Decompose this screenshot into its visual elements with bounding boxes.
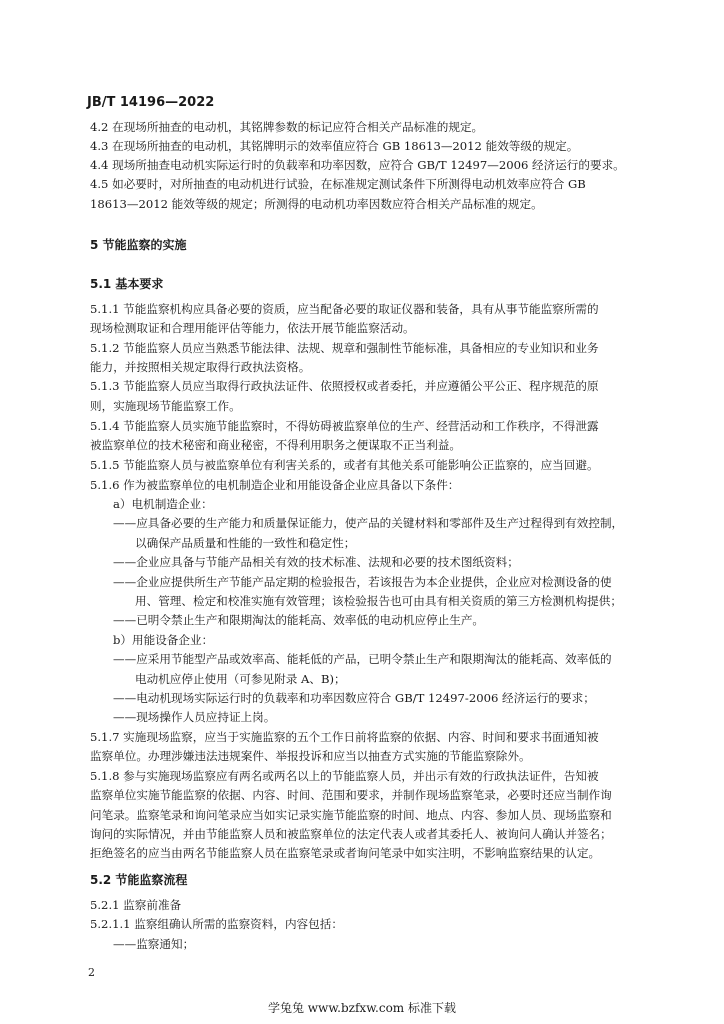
dash-item: ——应采用节能型产品或效率高、能耗低的产品，已明令禁止生产和限期淘汰的能耗高、效率低的 [113, 652, 612, 666]
clause-5-1-3: 5.1.3 节能监察人员应当取得行政执法证件、依照授权或者委托，并应遵循公平公正、程序规范的原 [90, 379, 599, 393]
clause-5-1-8: 5.1.8 参与实施现场监察应有两名或两名以上的节能监察人员，并出示有效的行政执法证件，告知被 [90, 769, 599, 783]
clause-5-1-4-cont: 被监察单位的技术秘密和商业秘密，不得利用职务之便谋取不正当利益。 [90, 438, 462, 452]
page-number: 2 [88, 966, 95, 979]
clause-5-1-8-cont: 监察单位实施节能监察的依据、内容、时间、范围和要求，并制作现场监察笔录，必要时还应当制作询 [90, 788, 612, 802]
clause-5-1-1-cont: 现场检测取证和合理用能评估等能力，依法开展节能监察活动。 [90, 321, 415, 335]
clause-5-2-1: 5.2.1 监察前准备 [90, 898, 182, 912]
item-b: b）用能设备企业： [113, 633, 214, 647]
footer-watermark: 学兔兔 www.bzfxw.com 标准下载 [267, 1001, 457, 1015]
clause-4-5-cont: 18613—2012 能效等级的规定；所测得的电动机功率因数应符合相关产品标准的规定。 [90, 197, 543, 211]
section-5-2-heading: 5.2 节能监察流程 [90, 873, 188, 887]
dash-item-cont: 以确保产品质量和性能的一致性和稳定性； [135, 536, 356, 550]
dash-item: ——应具备必要的生产能力和质量保证能力，使产品的关键材料和零部件及生产过程得到有效控制， [113, 516, 624, 530]
clause-5-1-7: 5.1.7 实施现场监察，应当于实施监察的五个工作日前将监察的依据、内容、时间和要求书面通知被 [90, 730, 599, 744]
clause-5-1-2-cont: 能力，并按照相关规定取得行政执法资格。 [90, 360, 311, 374]
clause-5-1-3-cont: 则，实施现场节能监察工作。 [90, 399, 241, 413]
clause-5-2-1-1: 5.2.1.1 监察组确认所需的监察资料，内容包括： [90, 917, 343, 931]
clause-5-1-1: 5.1.1 节能监察机构应具备必要的资质，应当配备必要的取证仪器和装备，具有从事节能监察所需的 [90, 302, 599, 316]
clause-5-1-4: 5.1.4 节能监察人员实施节能监察时，不得妨碍被监察单位的生产、经营活动和工作秩序，不得泄露 [90, 419, 599, 433]
dash-item-cont: 电动机应停止使用（可参见附录 A、B)； [135, 672, 346, 686]
dash-item-cont: 用、管理、检定和校准实施有效管理；该检验报告也可由具有相关资质的第三方检测机构提供； [135, 594, 622, 608]
clause-4-4: 4.4 现场所抽查电动机实际运行时的负载率和功率因数，应符合 GB/T 12497—2006 经济运行的要求。 [90, 158, 625, 172]
clause-4-2: 4.2 在现场所抽查的电动机，其铭牌参数的标记应符合相关产品标准的规定。 [90, 120, 484, 134]
clause-5-1-7-cont: 监察单位。办理涉嫌违法违规案件、举报投诉和应当以抽查方式实施的节能监察除外。 [90, 749, 531, 763]
dash-item: ——现场操作人员应持证上岗。 [113, 710, 276, 724]
clause-5-1-6: 5.1.6 作为被监察单位的电机制造企业和用能设备企业应具备以下条件： [90, 478, 460, 492]
dash-item: ——企业应提供所生产节能产品定期的检验报告，若该报告为本企业提供，企业应对检测设备的使 [113, 575, 612, 589]
dash-item: ——已明令禁止生产和限期淘汰的能耗高、效率低的电动机应停止生产。 [113, 613, 485, 627]
dash-item: ——电动机现场实际运行时的负载率和功率因数应符合 GB/T 12497-2006 经济运行的要求； [113, 691, 595, 705]
clause-5-1-8-cont: 拒绝签名的应当由两名节能监察人员在监察笔录或者询问笔录中如实注明，不影响监察结果的认定。 [90, 846, 601, 860]
clause-5-1-5: 5.1.5 节能监察人员与被监察单位有利害关系的，或者有其他关系可能影响公正监察的，应当回避。 [90, 458, 599, 472]
clause-5-1-8-cont: 询问的实际情况，并由节能监察人员和被监察单位的法定代表人或者其委托人、被询问人确认并签名； [90, 827, 612, 841]
standard-code: JB/T 14196—2022 [87, 95, 215, 110]
clause-5-1-2: 5.1.2 节能监察人员应当熟悉节能法律、法规、规章和强制性节能标准，具备相应的专业知识和业务 [90, 341, 599, 355]
clause-4-3: 4.3 在现场所抽查的电动机，其铭牌明示的效率值应符合 GB 18613—2012 能效等级的规定。 [90, 139, 579, 153]
clause-4-5: 4.5 如必要时，对所抽查的电动机进行试验，在标准规定测试条件下所测得电动机效率应符合 GB [90, 177, 586, 191]
item-a: a）电机制造企业： [113, 497, 213, 511]
dash-item: ——监察通知； [113, 937, 195, 951]
section-5-1-heading: 5.1 基本要求 [90, 277, 164, 291]
section-5-heading: 5 节能监察的实施 [90, 238, 187, 252]
dash-item: ——企业应具备与节能产品相关有效的技术标准、法规和必要的技术图纸资料； [113, 555, 519, 569]
clause-5-1-8-cont: 问笔录。监察笔录和询问笔录应当如实记录实施节能监察的时间、地点、内容、参加人员、现场监察和 [90, 808, 612, 822]
